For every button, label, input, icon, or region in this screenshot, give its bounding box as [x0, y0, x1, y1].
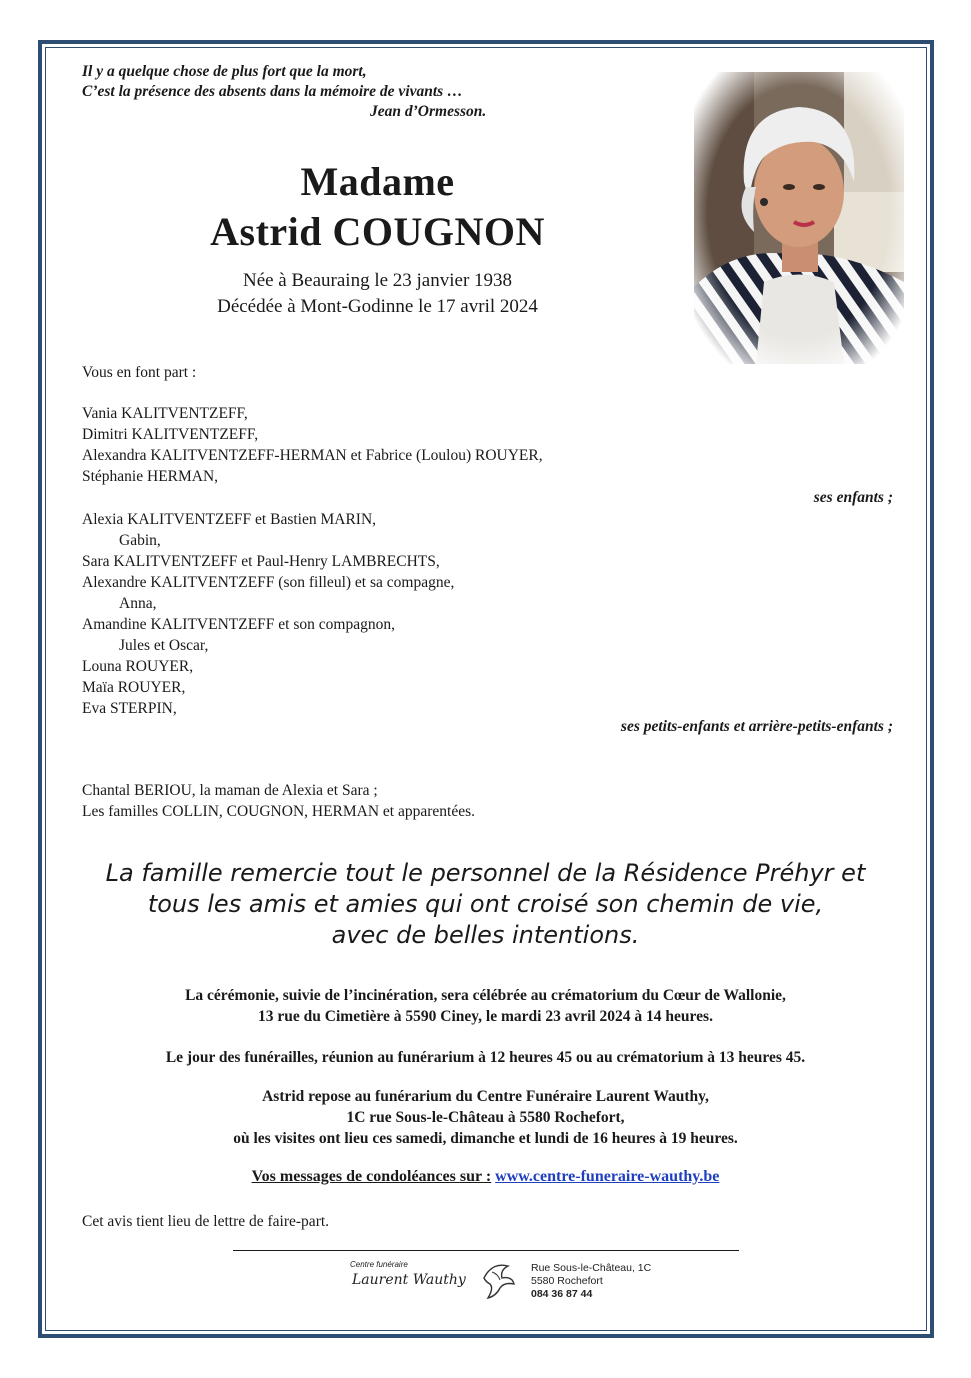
dove-icon	[478, 1258, 518, 1302]
list-item: Amandine KALITVENTZEFF et son compagnon,	[82, 616, 395, 633]
thanks-line-1: La famille remercie tout le personnel de la Résidence Préhyr et	[105, 859, 866, 887]
list-item: Gabin,	[119, 532, 161, 549]
list-item: Eva STERPIN,	[82, 700, 177, 717]
quote-author: Jean d’Ormesson.	[370, 103, 487, 120]
address-phone: 084 36 87 44	[531, 1288, 593, 1300]
list-item: Stéphanie HERMAN,	[82, 468, 219, 485]
honorific-heading: Madame	[300, 159, 455, 204]
list-item: Chantal BERIOU, la maman de Alexia et Sara ;	[82, 782, 378, 799]
thanks-message	[0, 858, 971, 951]
quote-line-1: Il y a quelque chose de plus fort que la mort,	[82, 63, 367, 80]
deceased-name-heading: Astrid COUGNON	[210, 209, 545, 254]
birth-line: Née à Beauraing le 23 janvier 1938	[242, 270, 513, 291]
list-item: Anna,	[119, 595, 157, 612]
logo-name: Laurent Wauthy	[352, 1272, 466, 1288]
ceremony-line-2: 13 rue du Cimetière à 5590 Ciney, le mardi 23 avril 2024 à 14 heures.	[258, 1008, 713, 1025]
condolences-label: Vos messages de condoléances sur :	[251, 1168, 492, 1185]
thanks-line-3: avec de belles intentions.	[331, 921, 640, 949]
children-label: ses enfants ;	[813, 489, 893, 506]
list-item: Jules et Oscar,	[119, 637, 209, 654]
funeral-home-logo	[348, 1258, 478, 1300]
address-city: 5580 Rochefort	[531, 1275, 603, 1287]
closing-note: Cet avis tient lieu de lettre de faire-part.	[82, 1213, 330, 1230]
list-item: Dimitri KALITVENTZEFF,	[82, 426, 259, 443]
list-item: Alexandre KALITVENTZEFF (son filleul) et sa compagne,	[82, 574, 455, 591]
list-item: Maïa ROUYER,	[82, 679, 186, 696]
rest-line-3: où les visites ont lieu ces samedi, dimanche et lundi de 16 heures à 19 heures.	[233, 1130, 738, 1147]
grandchildren-label: ses petits-enfants et arrière-petits-enfants ;	[620, 718, 893, 735]
thanks-line-2: tous les amis et amies qui ont croisé son chemin de vie,	[147, 890, 824, 918]
meeting-line: Le jour des funérailles, réunion au funérarium à 12 heures 45 ou au crématorium à 13 heures 45.	[165, 1049, 806, 1066]
condolences-line	[0, 1168, 971, 1186]
list-item: Louna ROUYER,	[82, 658, 194, 675]
announce-intro: Vous en font part :	[82, 364, 197, 381]
ceremony-line-1: La cérémonie, suivie de l’incinération, sera célébrée au crématorium du Cœur de Wallonie,	[185, 987, 786, 1004]
death-line: Décédée à Mont-Godinne le 17 avril 2024	[217, 296, 538, 317]
list-item: Les familles COLLIN, COUGNON, HERMAN et apparentées.	[82, 803, 476, 820]
quote-line-2: C’est la présence des absents dans la mémoire de vivants …	[82, 83, 463, 100]
list-item: Vania KALITVENTZEFF,	[82, 405, 248, 422]
condolences-link[interactable]: www.centre-funeraire-wauthy.be	[495, 1168, 720, 1185]
address-street: Rue Sous-le-Château, 1C	[531, 1262, 652, 1274]
footer-divider	[233, 1250, 739, 1251]
rest-line-2: 1C rue Sous-le-Château à 5580 Rochefort,	[346, 1109, 625, 1126]
rest-line-1: Astrid repose au funérarium du Centre Funéraire Laurent Wauthy,	[262, 1088, 709, 1105]
epigraph-quote	[82, 62, 486, 122]
footer-address	[531, 1262, 651, 1301]
logo-subtitle: Centre funéraire	[350, 1260, 408, 1269]
list-item: Alexia KALITVENTZEFF et Bastien MARIN,	[82, 511, 377, 528]
list-item: Sara KALITVENTZEFF et Paul-Henry LAMBRECHTS,	[82, 553, 440, 570]
list-item: Alexandra KALITVENTZEFF-HERMAN et Fabrice (Loulou) ROUYER,	[82, 447, 543, 464]
